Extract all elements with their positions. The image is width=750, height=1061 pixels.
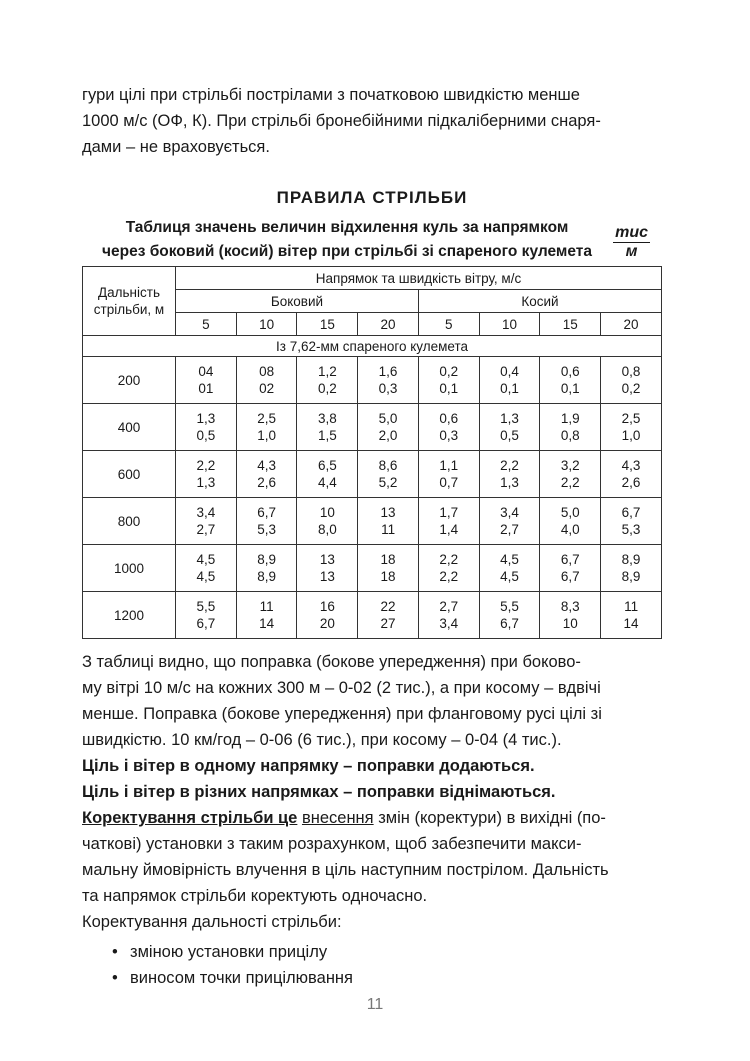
value-bottom: 1,5 xyxy=(317,428,337,443)
value-cell xyxy=(358,404,419,451)
value-cell xyxy=(418,357,479,404)
speed-header-cell: 15 xyxy=(540,313,601,336)
value-cell xyxy=(418,498,479,545)
value-cell xyxy=(540,451,601,498)
speed-header-cell: 20 xyxy=(601,313,662,336)
value-bottom: 11 xyxy=(381,522,396,537)
page-content xyxy=(82,82,662,991)
value-top: 3,2 xyxy=(560,458,580,473)
value-cell xyxy=(540,592,601,639)
value-bottom: 2,0 xyxy=(378,428,398,443)
value-bottom: 1,0 xyxy=(257,428,276,443)
value-cell xyxy=(236,451,297,498)
range-cell: 600 xyxy=(83,451,176,498)
value-bottom: 14 xyxy=(259,616,275,631)
value-bottom: 4,4 xyxy=(317,475,337,490)
intro-line-1: гури цілі при стрільбі пострілами з початковою швидкістю менше xyxy=(82,86,580,104)
value-bottom: 8,9 xyxy=(257,569,276,584)
value-cell xyxy=(479,357,540,404)
value-bottom: 0,1 xyxy=(500,381,519,396)
value-bottom: 4,0 xyxy=(560,522,580,537)
value-bottom: 2,2 xyxy=(439,569,459,584)
list-item xyxy=(82,965,662,991)
value-bottom: 1,0 xyxy=(621,428,641,443)
value-bottom: 2,2 xyxy=(560,475,580,490)
value-cell xyxy=(358,498,419,545)
value-cell xyxy=(297,592,358,639)
value-bottom: 6,7 xyxy=(560,569,580,584)
table-row xyxy=(83,545,662,592)
value-bottom: 1,3 xyxy=(500,475,519,490)
list-item-text: виносом точки прицілювання xyxy=(130,969,353,987)
value-top: 0,6 xyxy=(439,411,459,426)
table-subheader: Із 7,62-мм спареного кулемета xyxy=(83,336,662,357)
value-top: 13 xyxy=(380,505,396,520)
value-bottom: 0,2 xyxy=(317,381,337,396)
value-top: 2,2 xyxy=(439,552,459,567)
value-cell xyxy=(418,592,479,639)
value-bottom: 0,8 xyxy=(560,428,580,443)
definition-line-1 xyxy=(82,805,662,831)
section-title: ПРАВИЛА СТРІЛЬБИ xyxy=(276,188,468,207)
value-top: 1,2 xyxy=(317,364,337,379)
value-bottom: 01 xyxy=(198,381,214,396)
value-cell xyxy=(297,451,358,498)
value-bottom: 2,7 xyxy=(500,522,519,537)
value-bottom: 2,6 xyxy=(621,475,641,490)
value-bottom: 0,1 xyxy=(560,381,580,396)
value-top: 5,5 xyxy=(500,599,519,614)
value-top: 8,9 xyxy=(257,552,276,567)
rule-different-direction: Ціль і вітер в різних напрямках – поправки віднімаються. xyxy=(82,783,556,801)
value-bottom: 4,5 xyxy=(500,569,519,584)
oblique-wind-header: Косий xyxy=(418,290,661,313)
value-bottom: 20 xyxy=(319,616,335,631)
value-bottom: 6,7 xyxy=(196,616,216,631)
bullet-icon: • xyxy=(112,943,118,961)
value-top: 0,4 xyxy=(500,364,519,379)
definition-line-2: чаткові) установки з таким розрахунком, щоб забезпечити макси- xyxy=(82,835,582,853)
value-cell xyxy=(358,592,419,639)
value-bottom: 0,3 xyxy=(439,428,459,443)
value-bottom: 2,7 xyxy=(196,522,216,537)
value-bottom: 6,7 xyxy=(500,616,519,631)
value-bottom: 0,3 xyxy=(378,381,398,396)
value-bottom: 0,1 xyxy=(439,381,459,396)
table-row xyxy=(83,592,662,639)
value-cell xyxy=(601,451,662,498)
value-cell xyxy=(601,545,662,592)
value-top: 2,2 xyxy=(500,458,519,473)
value-cell xyxy=(418,451,479,498)
value-top: 6,7 xyxy=(257,505,276,520)
value-top: 8,3 xyxy=(560,599,580,614)
value-cell xyxy=(358,451,419,498)
value-cell xyxy=(358,545,419,592)
definition-term: Коректування стрільби це xyxy=(82,809,298,827)
value-top: 10 xyxy=(319,505,335,520)
value-bottom: 8,9 xyxy=(621,569,641,584)
speed-header-cell: 15 xyxy=(297,313,358,336)
definition-underlined-word: внесення xyxy=(301,809,374,827)
value-top: 2,2 xyxy=(196,458,216,473)
value-top: 8,6 xyxy=(378,458,398,473)
value-cell xyxy=(236,592,297,639)
value-cell xyxy=(176,451,237,498)
value-bottom: 5,2 xyxy=(378,475,398,490)
speed-header-cell: 5 xyxy=(176,313,237,336)
value-bottom: 1,3 xyxy=(196,475,216,490)
value-top: 04 xyxy=(198,364,214,379)
value-cell xyxy=(540,357,601,404)
value-cell xyxy=(601,498,662,545)
value-cell xyxy=(236,357,297,404)
speed-header-cell: 10 xyxy=(479,313,540,336)
value-top: 5,5 xyxy=(196,599,216,614)
table-caption xyxy=(82,216,662,264)
table-row xyxy=(83,357,662,404)
value-top: 11 xyxy=(624,599,639,614)
value-bottom: 5,3 xyxy=(257,522,276,537)
value-top: 2,5 xyxy=(621,411,641,426)
range-header: Дальність стрільби, м xyxy=(83,267,176,336)
value-top: 6,7 xyxy=(621,505,641,520)
intro-line-3: дами – не враховується. xyxy=(82,138,270,156)
value-cell xyxy=(479,592,540,639)
table-row xyxy=(83,498,662,545)
value-top: 6,7 xyxy=(560,552,580,567)
value-top: 2,7 xyxy=(439,599,459,614)
value-cell xyxy=(297,404,358,451)
value-cell xyxy=(358,357,419,404)
value-cell xyxy=(297,545,358,592)
value-top: 3,4 xyxy=(500,505,519,520)
value-bottom: 27 xyxy=(380,616,396,631)
value-top: 4,5 xyxy=(500,552,519,567)
value-bottom: 0,2 xyxy=(621,381,641,396)
body-p1-line-2: му вітрі 10 м/с на кожних 300 м – 0-02 (2 тис.), а при косому – вдвічі xyxy=(82,679,601,697)
value-top: 13 xyxy=(319,552,335,567)
value-top: 22 xyxy=(380,599,396,614)
list-item xyxy=(82,939,662,965)
value-bottom: 2,6 xyxy=(257,475,276,490)
value-cell xyxy=(601,592,662,639)
definition-line-4: та напрямок стрільби коректують одночасно. xyxy=(82,887,428,905)
rule-same-direction: Ціль і вітер в одному напрямку – поправки додаються. xyxy=(82,757,535,775)
wind-header: Напрямок та швидкість вітру, м/с xyxy=(176,267,662,290)
range-cell: 400 xyxy=(83,404,176,451)
value-bottom: 0,5 xyxy=(196,428,216,443)
caption-line-1: Таблиця значень величин відхилення куль за напрямком xyxy=(125,219,569,236)
value-bottom: 5,3 xyxy=(621,522,641,537)
value-cell xyxy=(540,545,601,592)
table-row xyxy=(83,404,662,451)
intro-line-2: 1000 м/с (ОФ, К). При стрільбі бронебійними підкаліберними снаря- xyxy=(82,112,601,130)
range-cell: 1200 xyxy=(83,592,176,639)
unit-fraction xyxy=(613,224,650,261)
list-intro: Коректування дальності стрільби: xyxy=(82,913,342,931)
body-p1-line-4: швидкістю. 10 км/год – 0-06 (6 тис.), при косому – 0-04 (4 тис.). xyxy=(82,731,562,749)
value-cell xyxy=(601,404,662,451)
range-cell: 1000 xyxy=(83,545,176,592)
value-top: 18 xyxy=(380,552,396,567)
value-bottom: 3,4 xyxy=(439,616,459,631)
value-cell xyxy=(479,545,540,592)
range-cell: 800 xyxy=(83,498,176,545)
unit-numerator: тис xyxy=(615,224,648,241)
value-bottom: 0,5 xyxy=(500,428,519,443)
value-cell xyxy=(236,545,297,592)
value-top: 1,9 xyxy=(560,411,580,426)
value-cell xyxy=(176,545,237,592)
value-cell xyxy=(236,498,297,545)
value-top: 4,3 xyxy=(257,458,276,473)
value-cell xyxy=(418,545,479,592)
value-top: 16 xyxy=(319,599,335,614)
value-cell xyxy=(176,592,237,639)
value-cell xyxy=(176,404,237,451)
value-top: 11 xyxy=(259,599,274,614)
value-bottom: 02 xyxy=(259,381,275,396)
range-cell: 200 xyxy=(83,357,176,404)
value-bottom: 13 xyxy=(319,569,335,584)
speed-header-cell: 5 xyxy=(418,313,479,336)
value-bottom: 0,7 xyxy=(439,475,459,490)
value-top: 0,8 xyxy=(621,364,641,379)
method-list xyxy=(82,939,662,991)
value-cell xyxy=(176,357,237,404)
value-top: 0,6 xyxy=(560,364,580,379)
value-top: 5,0 xyxy=(560,505,580,520)
value-top: 08 xyxy=(259,364,275,379)
value-bottom: 10 xyxy=(562,616,578,631)
value-top: 6,5 xyxy=(317,458,337,473)
value-top: 8,9 xyxy=(621,552,641,567)
definition-rest: змін (коректури) в вихідні (по- xyxy=(373,809,606,827)
value-top: 1,7 xyxy=(439,505,459,520)
value-cell xyxy=(479,498,540,545)
value-top: 1,6 xyxy=(378,364,398,379)
value-top: 4,3 xyxy=(621,458,641,473)
speed-header-cell: 10 xyxy=(236,313,297,336)
value-top: 0,2 xyxy=(439,364,459,379)
value-cell xyxy=(297,357,358,404)
value-bottom: 18 xyxy=(380,569,396,584)
value-top: 1,3 xyxy=(500,411,519,426)
bullet-icon: • xyxy=(112,969,118,987)
body-p1-line-3: менше. Поправка (бокове упередження) при фланговому русі цілі зі xyxy=(82,705,602,723)
side-wind-header: Боковий xyxy=(176,290,419,313)
value-bottom: 1,4 xyxy=(439,522,459,537)
value-cell xyxy=(540,404,601,451)
value-cell xyxy=(540,498,601,545)
value-bottom: 8,0 xyxy=(317,522,337,537)
value-top: 3,8 xyxy=(317,411,337,426)
list-item-text: зміною установки прицілу xyxy=(130,943,328,961)
page-number: 11 xyxy=(366,996,384,1013)
definition-line-3: мальну ймовірність влучення в ціль наступним пострілом. Дальність xyxy=(82,861,609,879)
value-cell xyxy=(418,404,479,451)
value-bottom: 4,5 xyxy=(196,569,216,584)
deviation-table xyxy=(82,266,662,639)
value-top: 1,1 xyxy=(439,458,459,473)
value-cell xyxy=(479,404,540,451)
unit-denominator: м xyxy=(625,243,638,260)
caption-line-2: через боковий (косий) вітер при стрільбі зі спареного кулемета xyxy=(101,243,593,260)
value-top: 1,3 xyxy=(196,411,216,426)
value-top: 3,4 xyxy=(196,505,216,520)
value-cell xyxy=(479,451,540,498)
table-row xyxy=(83,451,662,498)
value-top: 4,5 xyxy=(196,552,216,567)
value-cell xyxy=(297,498,358,545)
value-cell xyxy=(601,357,662,404)
value-cell xyxy=(176,498,237,545)
speed-header-cell: 20 xyxy=(358,313,419,336)
value-top: 5,0 xyxy=(378,411,398,426)
value-bottom: 14 xyxy=(623,616,639,631)
value-top: 2,5 xyxy=(257,411,276,426)
body-p1-line-1: З таблиці видно, що поправка (бокове упередження) при боково- xyxy=(82,653,581,671)
value-cell xyxy=(236,404,297,451)
